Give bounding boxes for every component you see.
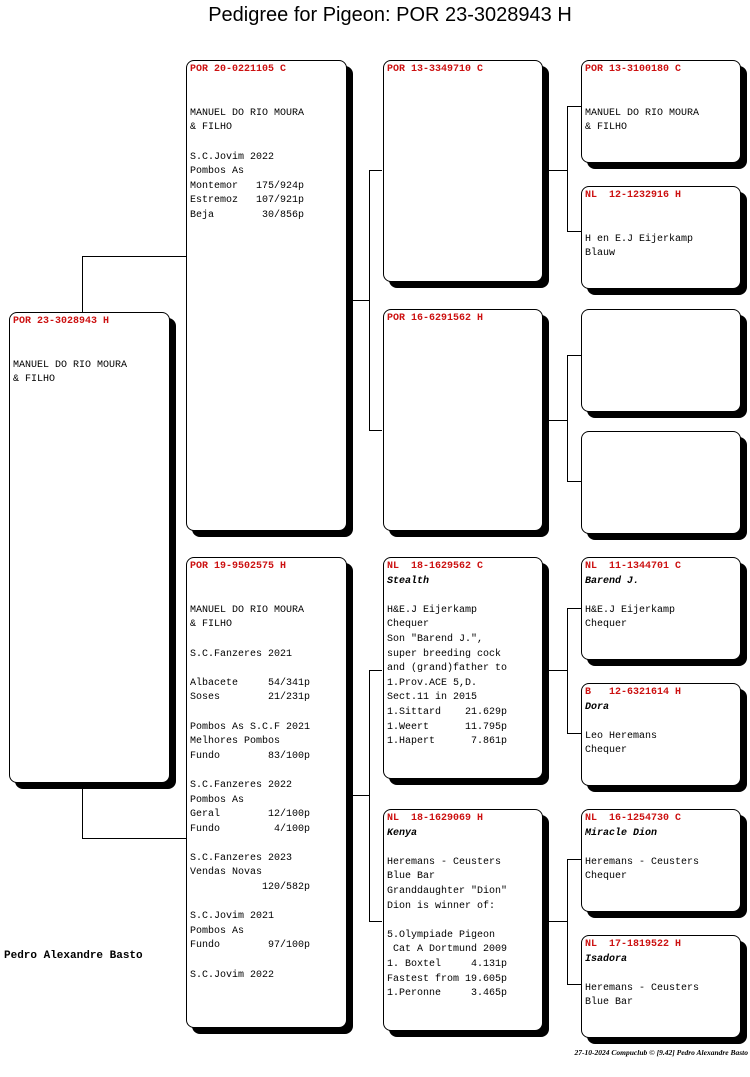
- connector: [548, 420, 568, 421]
- footer-credit: 27-10-2024 Compuclub © [9.42] Pedro Alexandre Basto: [574, 1048, 748, 1057]
- connector: [369, 670, 382, 671]
- pigeon-name: [190, 575, 343, 590]
- ring-number: NL 18-1629562 C: [387, 561, 484, 572]
- pigeon-card-dam[interactable]: [186, 557, 347, 1028]
- connector: [567, 106, 581, 107]
- connector: [350, 300, 370, 301]
- pigeon-card-dds[interactable]: [581, 809, 741, 912]
- pigeon-name: [387, 327, 539, 342]
- pigeon-details: Leo Heremans Chequer: [585, 730, 658, 757]
- connector: [567, 608, 568, 734]
- pigeon-details: MANUEL DO RIO MOURA & FILHO S.C.Fanzeres 2021 Albacete 54/341p Soses 21/231p Pombos As S.C.F 2021 Melhores Pombos Fundo 83/100p S.C.Fanzeres 2022 Pombos As Geral 12/100p Fundo 4/100p S.C.Fanzeres 2023 Vendas Novas 120/582p S.C.Jovim 2021 Pombos As Fundo 97/100p S.C.Jovim 2022: [190, 604, 311, 981]
- pigeon-name: [585, 312, 737, 327]
- connector: [567, 481, 581, 482]
- ring-number: NL 18-1629069 H: [387, 813, 484, 824]
- ring-number: NL 11-1344701 C: [585, 561, 682, 572]
- connector: [567, 106, 568, 232]
- pigeon-details: MANUEL DO RIO MOURA & FILHO S.C.Jovim 2022 Pombos As Montemor 175/924p Estremoz 107/921p Beja 30/856p: [190, 107, 305, 221]
- connector: [82, 838, 186, 839]
- pigeon-card-sire-sire[interactable]: [383, 60, 543, 282]
- ring-number: POR 13-3349710 C: [387, 64, 484, 75]
- page-title: Pedigree for Pigeon: POR 23-3028943 H: [208, 4, 572, 26]
- connector: [548, 921, 568, 922]
- ring-number: POR 20-0221105 C: [190, 64, 287, 75]
- pigeon-card-ssd[interactable]: [581, 186, 741, 289]
- pigeon-name: Dora: [585, 701, 610, 713]
- connector: [548, 170, 568, 171]
- connector: [369, 170, 382, 171]
- pigeon-name: [585, 78, 737, 93]
- pigeon-card-sire-dam[interactable]: [383, 309, 543, 531]
- pigeon-card-dsd[interactable]: [581, 683, 741, 786]
- pigeon-details: MANUEL DO RIO MOURA & FILHO: [13, 359, 128, 386]
- owner-name: Pedro Alexandre Basto: [4, 950, 143, 962]
- connector: [567, 608, 581, 609]
- ring-number: POR 19-9502575 H: [190, 561, 287, 572]
- pigeon-card-dss[interactable]: [581, 557, 741, 660]
- connector: [369, 430, 382, 431]
- connector: [567, 984, 581, 985]
- pigeon-card-subject[interactable]: [9, 312, 170, 783]
- pigeon-card-ddd[interactable]: [581, 935, 741, 1038]
- pigeon-details: Heremans - Ceusters Chequer: [585, 856, 700, 883]
- ring-number: B 12-6321614 H: [585, 687, 682, 698]
- connector: [369, 921, 382, 922]
- pigeon-name: [190, 78, 343, 93]
- pigeon-details: H&E.J Eijerkamp Chequer: [585, 604, 676, 631]
- pigeon-card-sire[interactable]: [186, 60, 347, 531]
- ring-number: NL 17-1819522 H: [585, 939, 682, 950]
- pigeon-details: H&E.J Eijerkamp Chequer Son "Barend J.", super breeding cock and (grand)father to 1.Prov.ACE 5,D. Sect.11 in 2015 1.Sittard 21.629p 1.Weert 11.795p 1.Hapert 7.861p: [387, 604, 508, 748]
- connector: [567, 231, 581, 232]
- pigeon-name: Barend J.: [585, 575, 640, 587]
- connector: [82, 782, 83, 839]
- connector: [567, 859, 568, 985]
- pigeon-name: Stealth: [387, 575, 430, 587]
- pigeon-card-dam-sire[interactable]: [383, 557, 543, 779]
- connector: [350, 795, 370, 796]
- connector: [82, 256, 83, 314]
- connector: [369, 670, 370, 922]
- pigeon-details: Heremans - Ceusters Blue Bar Granddaughter "Dion" Dion is winner of: 5.Olympiade Pigeon Cat A Dortmund 2009 1. Boxtel 4.131p Fastest from 19.605p 1.Peronne 3.465p: [387, 856, 508, 1000]
- pigeon-details: MANUEL DO RIO MOURA & FILHO: [585, 107, 700, 134]
- pigeon-name: Kenya: [387, 827, 418, 839]
- connector: [567, 733, 581, 734]
- pigeon-name: Miracle Dion: [585, 827, 658, 839]
- pigeon-details: H en E.J Eijerkamp Blauw: [585, 233, 694, 260]
- pigeon-card-sds[interactable]: [581, 309, 741, 412]
- ring-number: POR 16-6291562 H: [387, 313, 484, 324]
- pigeon-name: Isadora: [585, 953, 628, 965]
- connector: [369, 170, 370, 430]
- connector: [548, 670, 568, 671]
- pigeon-name: [387, 78, 539, 93]
- pigeon-details: Heremans - Ceusters Blue Bar: [585, 982, 700, 1009]
- connector: [567, 355, 581, 356]
- pigeon-card-dam-dam[interactable]: [383, 809, 543, 1031]
- pigeon-card-sdd[interactable]: [581, 431, 741, 534]
- ring-number: POR 13-3100180 C: [585, 64, 682, 75]
- connector: [567, 859, 581, 860]
- pigeon-name: [13, 330, 166, 345]
- ring-number: NL 16-1254730 C: [585, 813, 682, 824]
- pigeon-name: [585, 204, 737, 219]
- ring-number: POR 23-3028943 H: [13, 316, 110, 327]
- pigeon-card-sss[interactable]: [581, 60, 741, 163]
- pigeon-name: [585, 434, 737, 449]
- connector: [567, 355, 568, 482]
- ring-number: NL 12-1232916 H: [585, 190, 682, 201]
- connector: [82, 256, 186, 257]
